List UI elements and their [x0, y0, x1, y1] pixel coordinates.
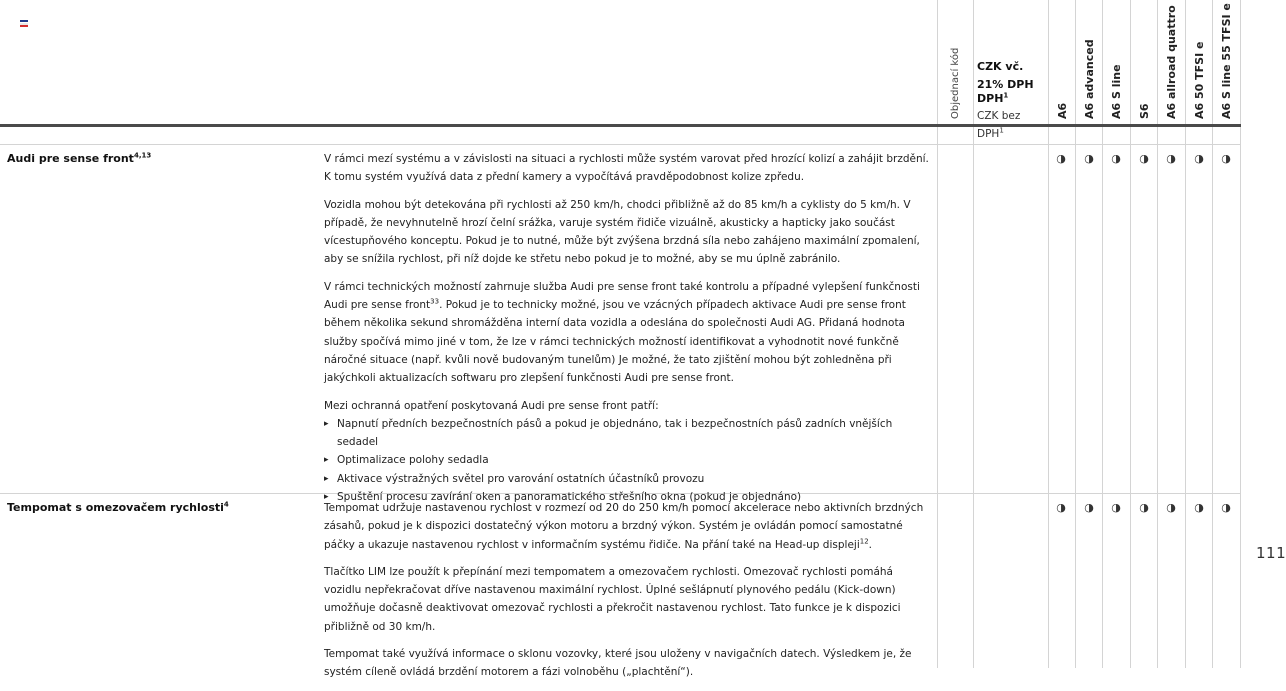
availability-mark: ◑	[1139, 501, 1149, 514]
paragraph: Tempomat také využívá informace o sklonu vozovky, které jsou uloženy v navigačních datech. Výsledkem je, že systém cíleně ovládá brzdění motorem a fázi volnoběhu („plachtění“).	[324, 648, 912, 679]
availability-mark: ◑	[1084, 501, 1094, 514]
grid-line	[973, 0, 974, 668]
availability-mark: ◑	[1111, 152, 1121, 165]
feature-name	[7, 152, 151, 165]
availability-mark: ◑	[1056, 152, 1066, 165]
list-item: ▸ Napnutí předních bezpečnostních pásů a pokud je objednáno, tak i bezpečnostních pásů zadních vnějších sedadel	[324, 415, 930, 452]
flag-icon	[20, 20, 28, 27]
bullet-list	[324, 415, 930, 506]
model-header: S6	[1138, 103, 1151, 119]
availability-mark: ◑	[1139, 152, 1149, 165]
availability-mark: ◑	[1111, 501, 1121, 514]
footnote-ref: 1	[999, 126, 1004, 135]
availability-mark: ◑	[1166, 152, 1176, 165]
footnote-ref: 1	[1003, 91, 1009, 100]
model-header: A6 S line 55 TFSI e	[1220, 3, 1233, 119]
model-header: A6 S line	[1110, 64, 1123, 119]
paragraph: V rámci mezí systému a v závislosti na situaci a rychlosti může systém varovat před hrozící kolizí a zahájit brzdění. K tomu systém využívá data z přední kamery a vypočítává pravděpodobnost kolize zpředu.	[324, 153, 929, 184]
paragraph	[324, 499, 930, 554]
feature-label: Tempomat s omezovačem rychlosti	[7, 501, 224, 514]
availability-mark: ◑	[1166, 501, 1176, 514]
feature-name	[7, 501, 229, 514]
grid-line	[1130, 0, 1131, 668]
text: . Pokud je to technicky možné, jsou ve vzácných případech aktivace Audi pre sense front během několika sekund shromážděna interní data vozidla a odeslána do společnosti Audi AG. Přidaná hodnota služby spočívá mimo jiné v tom, že lze v rámci technických možností identifikovat a vyhodnotit nové funkčně náročné situace (např. kvůli nově budovaným tunelům) Je možné, že tato zjištění mohou být zohledněna při jakýchkoli aktualizacích softwaru pro zlepšení funkčnosti Audi pre sense front.	[324, 299, 906, 385]
footnote-ref: 4,13	[133, 151, 152, 160]
grid-line	[1048, 0, 1049, 668]
list-item: ▸ Optimalizace polohy sedadla	[324, 451, 930, 469]
grid-line	[1102, 0, 1103, 668]
price-excl-label: CZK bez DPH	[977, 110, 1021, 140]
price-header	[977, 58, 1047, 143]
availability-mark: ◑	[1194, 501, 1204, 514]
model-header: A6 advanced	[1083, 39, 1096, 119]
availability-mark: ◑	[1056, 501, 1066, 514]
grid-line	[1240, 0, 1241, 668]
page-number: 111	[1256, 544, 1286, 562]
text: .	[868, 538, 873, 551]
list-item: ▸ Spuštění procesu zavírání oken a panoramatického střešního okna (pokud je objednáno)	[324, 488, 930, 506]
footnote-ref: 33	[430, 297, 440, 306]
model-header: A6 50 TFSI e	[1193, 41, 1206, 119]
model-header: A6	[1056, 102, 1069, 119]
list-intro: Mezi ochranná opatření poskytovaná Audi pre sense front patří:	[324, 399, 659, 412]
order-code-header: Objednací kód	[950, 47, 961, 119]
grid-line	[937, 0, 938, 668]
text: Tempomat udržuje nastavenou rychlost v rozmezí od 20 do 250 km/h pomocí akcelerace nebo aktivních brzdných zásahů, pokud je k dispozici dostatečný výkon motoru a brzdný výkon. Systém je ovládán pomocí samostatné páčky a ukazuje nastavenou rychlost v informačním systému řidiče. Na přání také na Head-up displeji	[324, 502, 924, 551]
paragraph: Tlačítko LIM lze použít k přepínání mezi tempomatem a omezovačem rychlosti. Omezovač rychlosti pomáhá vozidlu nepřekračovat dříve nastavenou maximální rychlost. Úplné sešlápnutí plynového pedálu (Kick-down) umožňuje dočasně deaktivovat omezovač rychlosti a překročit nastavenou rychlost. Tato funkce je k dispozici přibližně od 30 km/h.	[324, 565, 901, 633]
footnote-ref: 4	[223, 500, 229, 509]
availability-mark: ◑	[1084, 152, 1094, 165]
grid-line	[1075, 0, 1076, 668]
row-divider	[0, 144, 1241, 145]
grid-line	[1157, 0, 1158, 668]
feature-label: Audi pre sense front	[7, 152, 134, 165]
model-header: A6 allroad quattro	[1165, 5, 1178, 119]
grid-line	[1185, 0, 1186, 668]
list-item: ▸ Aktivace výstražných světel pro varování ostatních účastníků provozu	[324, 470, 930, 488]
paragraph: Vozidla mohou být detekována při rychlosti až 250 km/h, chodci přibližně až do 85 km/h a cyklisty do 5 km/h. V případě, že nevyhnutelně hrozí čelní srážka, varuje systém řidiče vizuálně, akusticky a hapticky jako součást vícestupňového konceptu. Pokud je to nutné, může být zvýšena brzdná síla nebo zahájeno maximální zpomalení, aby se snížila rychlost, při níž dojde ke střetu nebo pokud je to možné, aby se mu úplně zabránilo.	[324, 198, 920, 266]
price-incl-label: CZK vč. 21% DPH	[977, 60, 1034, 91]
availability-mark: ◑	[1221, 152, 1231, 165]
feature-description	[324, 150, 930, 506]
availability-mark: ◑	[1221, 501, 1231, 514]
availability-mark: ◑	[1194, 152, 1204, 165]
paragraph	[324, 278, 930, 388]
text: V rámci technických možností zahrnuje služba Audi pre sense front také kontrolu a případné vylepšení funkčnosti Audi pre sense front	[324, 280, 920, 312]
price-incl-label: DPH	[977, 92, 1004, 105]
grid-line	[1212, 0, 1213, 668]
feature-description	[324, 499, 930, 691]
header-divider	[0, 124, 1241, 127]
flag-stripe	[20, 25, 28, 27]
footnote-ref: 12	[859, 537, 869, 546]
